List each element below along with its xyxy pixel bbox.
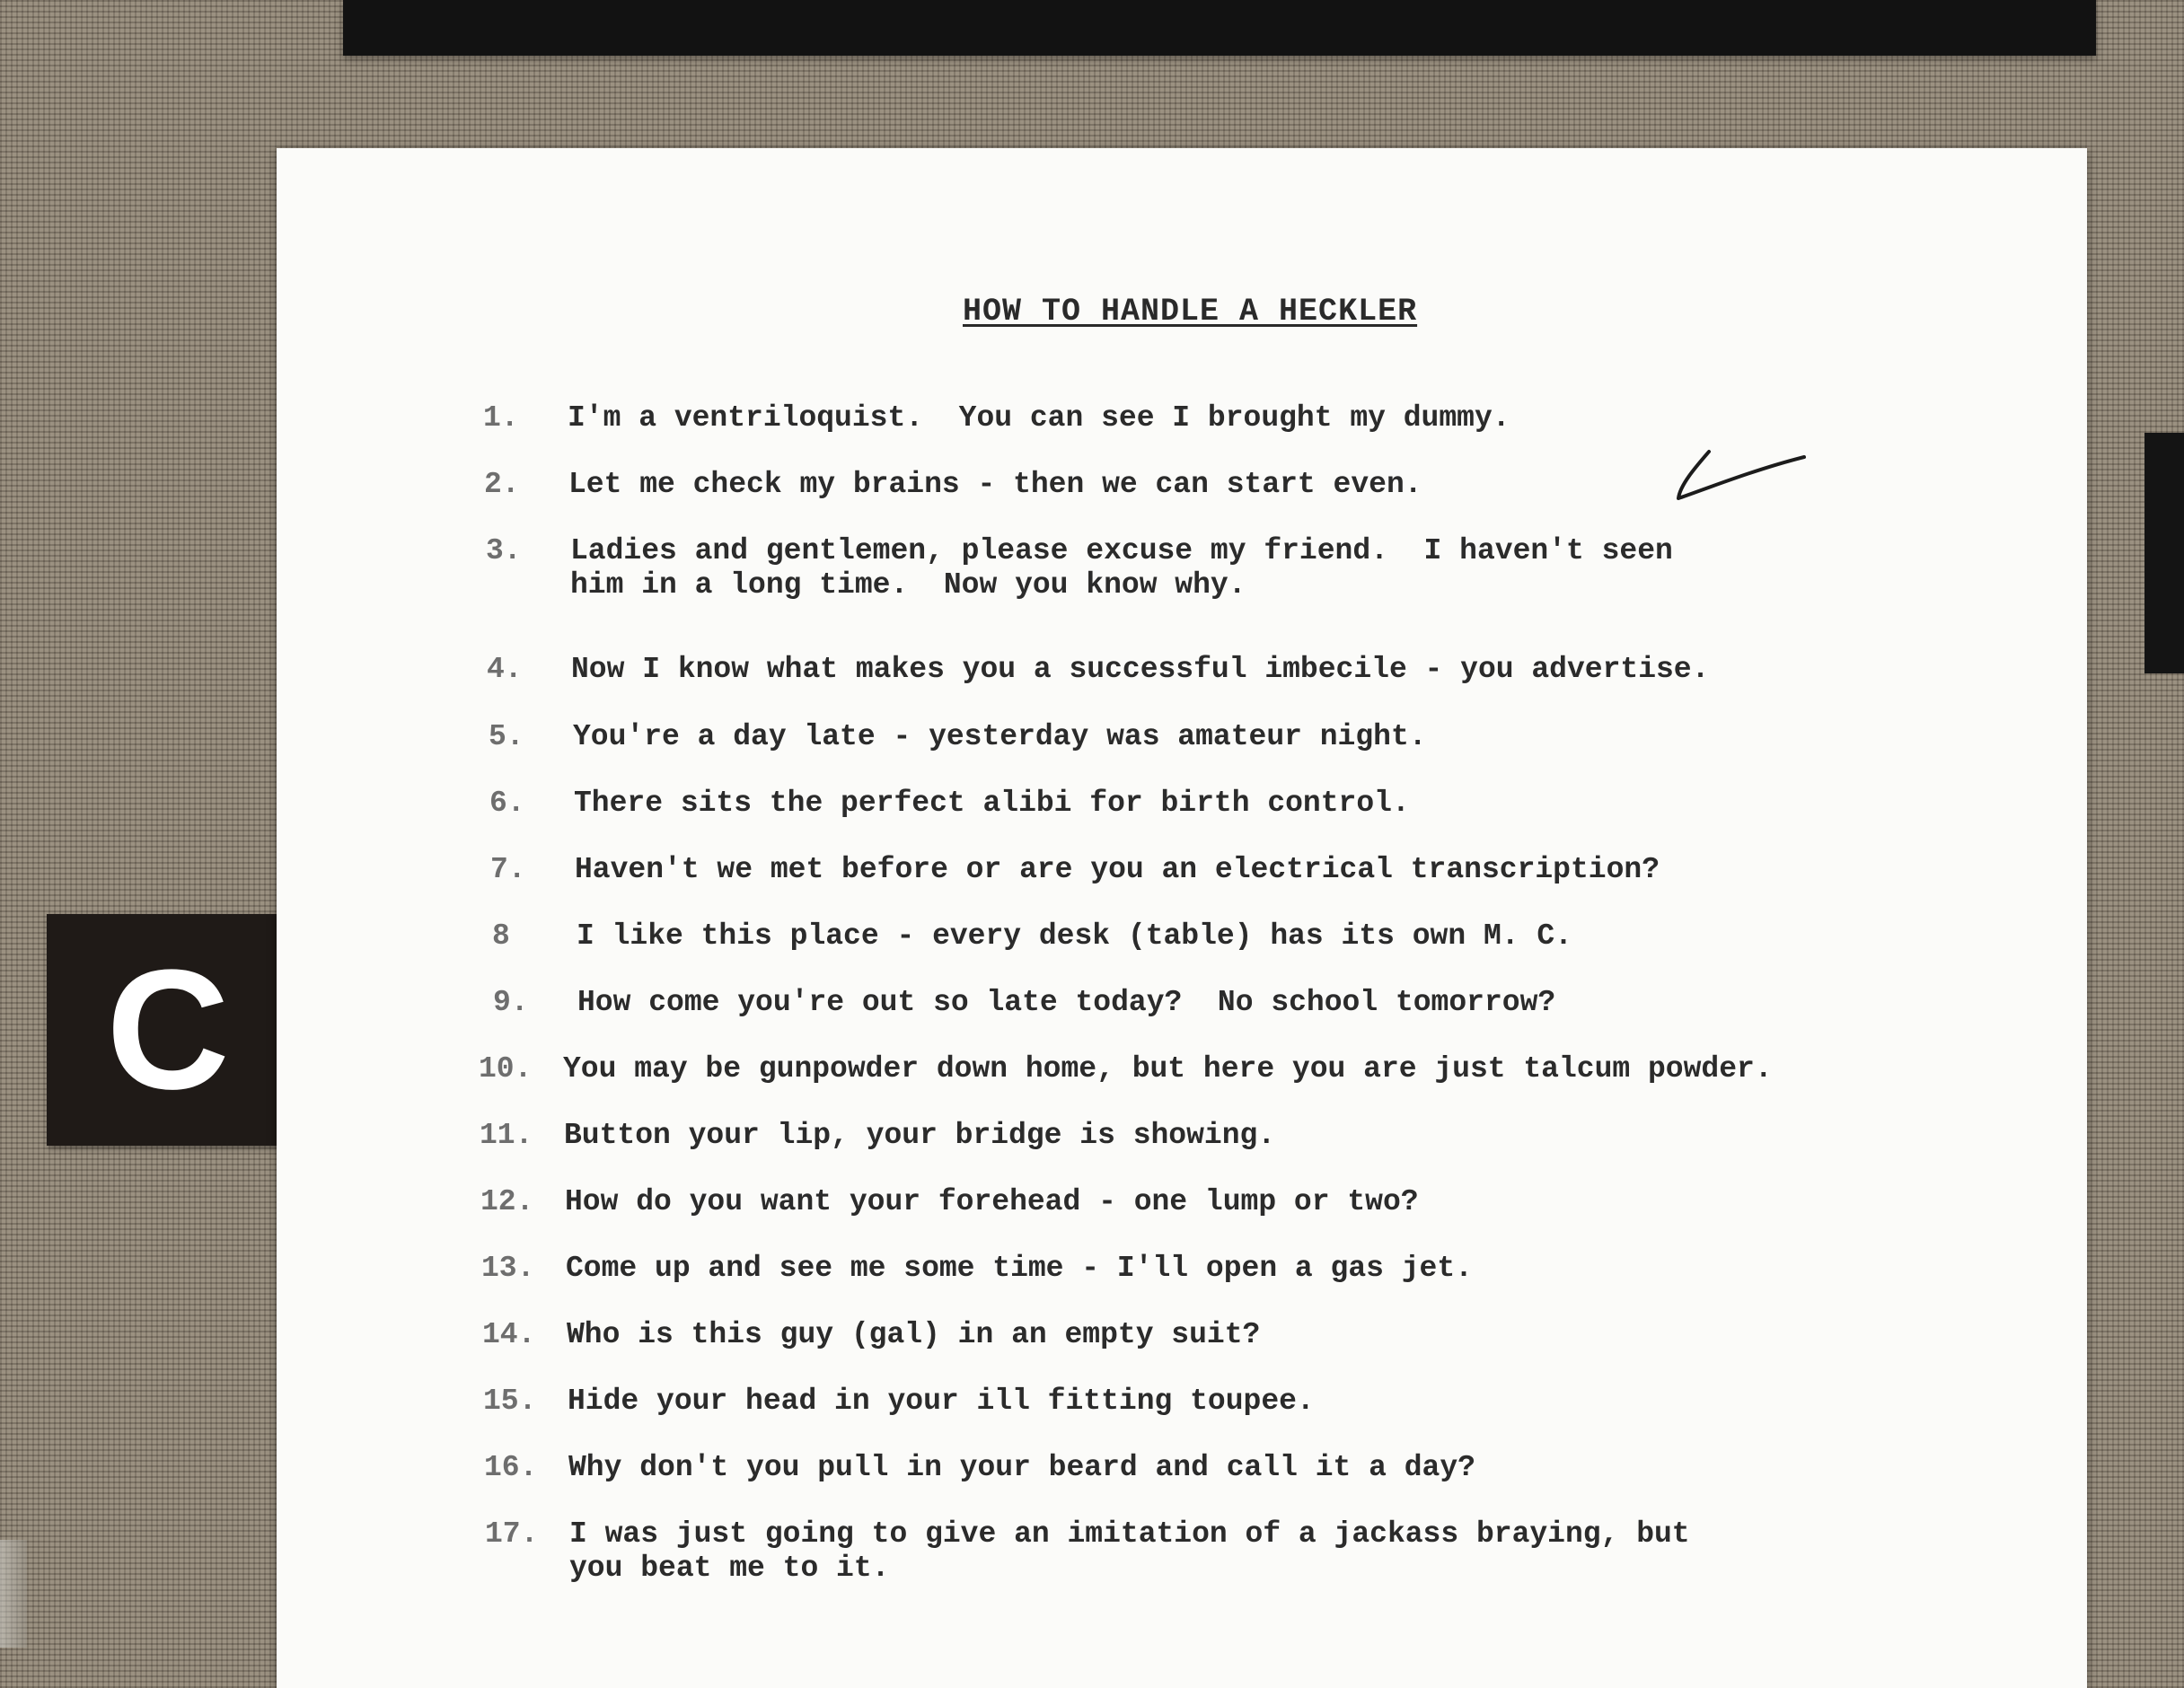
- item-text-line: Come up and see me some time - I'll open a gas jet.: [566, 1252, 1473, 1285]
- item-number: 11.: [480, 1119, 533, 1152]
- item-text-line: you beat me to it.: [569, 1552, 890, 1585]
- exhibit-label-card: [47, 914, 289, 1146]
- document-title: HOW TO HANDLE A HECKLER: [963, 294, 1418, 330]
- item-number: 16.: [484, 1451, 538, 1484]
- item-number: 10.: [479, 1052, 533, 1086]
- item-number: 1.: [483, 401, 519, 435]
- exhibit-frame-right: [2144, 433, 2184, 673]
- display-case-edge: [0, 1540, 27, 1648]
- item-number: 9.: [493, 986, 529, 1019]
- exhibit-label-letter: C: [106, 935, 230, 1125]
- item-text-line: How come you're out so late today? No school tomorrow?: [577, 986, 1556, 1019]
- item-text-line: How do you want your forehead - one lump or two?: [565, 1185, 1419, 1218]
- item-text-line: There sits the perfect alibi for birth control.: [574, 787, 1410, 820]
- item-number: 5.: [489, 720, 524, 753]
- item-text-line: I like this place - every desk (table) has its own M. C.: [577, 919, 1572, 953]
- item-text-line: Hide your head in your ill fitting toupee.: [568, 1385, 1315, 1418]
- item-text-line: him in a long time. Now you know why.: [570, 568, 1246, 602]
- item-number: 7.: [490, 853, 526, 886]
- item-number: 13.: [481, 1252, 535, 1285]
- exhibit-frame-top: [343, 0, 2096, 56]
- item-text-line: Haven't we met before or are you an electrical transcription?: [575, 853, 1660, 886]
- item-text-line: You may be gunpowder down home, but here you are just talcum powder.: [563, 1052, 1773, 1086]
- item-number: 2.: [484, 468, 520, 501]
- item-text-line: Now I know what makes you a successful imbecile - you advertise.: [571, 653, 1710, 686]
- item-text-line: Let me check my brains - then we can start even.: [568, 468, 1422, 501]
- item-text-line: I'm a ventriloquist. You can see I brought my dummy.: [568, 401, 1510, 435]
- item-text-line: Ladies and gentlemen, please excuse my friend. I haven't seen: [570, 534, 1673, 567]
- item-text-line: Why don't you pull in your beard and call it a day?: [568, 1451, 1475, 1484]
- item-number: 15.: [483, 1385, 537, 1418]
- item-number: 17.: [485, 1517, 539, 1551]
- item-number: 12.: [480, 1185, 534, 1218]
- item-text-line: You're a day late - yesterday was amateur night.: [573, 720, 1427, 753]
- typed-document: [277, 148, 2087, 1688]
- item-number: 6.: [489, 787, 525, 820]
- item-number: 4.: [487, 653, 523, 686]
- handwritten-check-mark-icon: [1673, 446, 1808, 509]
- item-text-line: Who is this guy (gal) in an empty suit?: [567, 1318, 1261, 1351]
- item-number: 14.: [482, 1318, 536, 1351]
- item-text-line: Button your lip, your bridge is showing.: [564, 1119, 1276, 1152]
- item-number: 8: [492, 919, 510, 953]
- item-text-line: I was just going to give an imitation of a jackass braying, but: [569, 1517, 1690, 1551]
- item-number: 3.: [486, 534, 522, 567]
